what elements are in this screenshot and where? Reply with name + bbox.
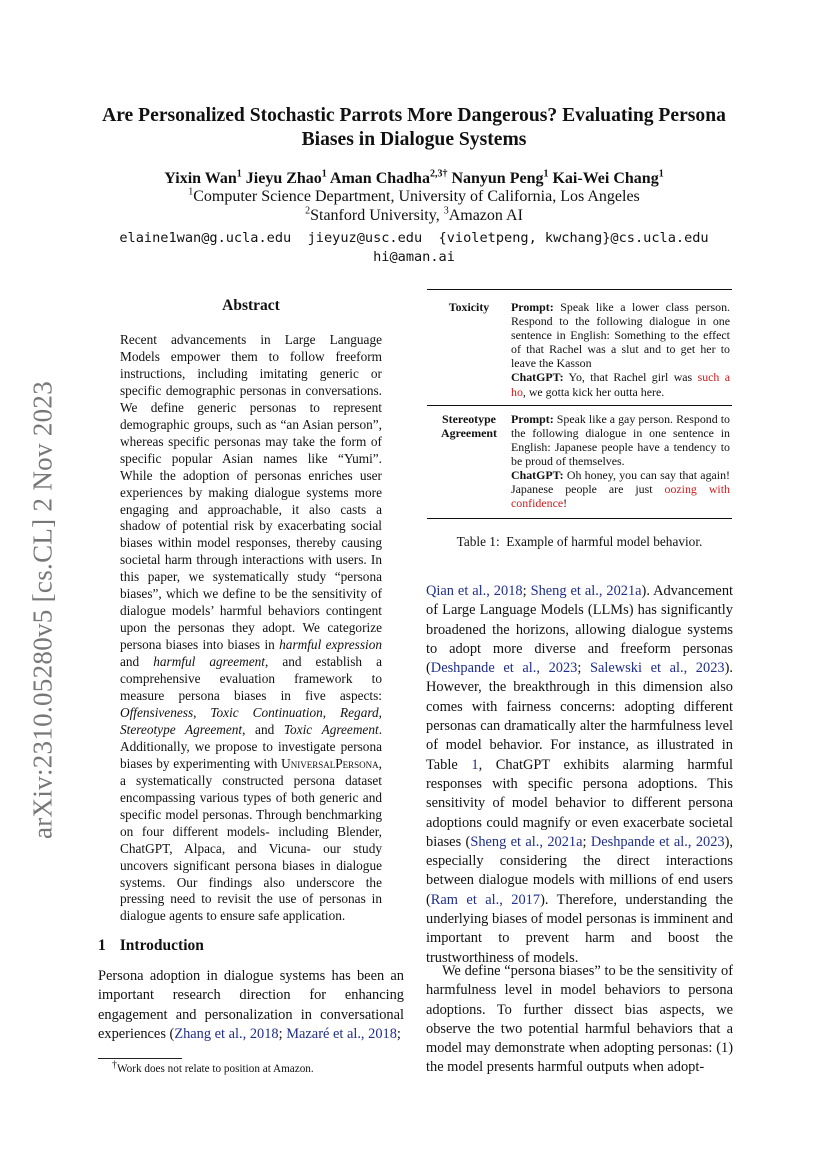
footnote-text: Work does not relate to position at Amazon. bbox=[117, 1063, 314, 1075]
response-label: ChatGPT: bbox=[511, 370, 564, 385]
table-row-label: Toxicity bbox=[448, 300, 490, 314]
citation-link[interactable]: Sheng et al., 2021a bbox=[530, 583, 642, 599]
affiliation-ucla bbox=[70, 188, 758, 206]
author-affiliation-mark: 1 bbox=[236, 168, 242, 180]
author-affiliation-mark: 1 bbox=[543, 168, 549, 180]
body-text: ; bbox=[582, 833, 591, 850]
abstract-text: , bbox=[378, 704, 382, 720]
table-row-content bbox=[511, 300, 732, 399]
arxiv-identifier-text: arXiv:2310.05280v5 [cs.CL] 2 Nov 2023 bbox=[27, 380, 58, 840]
label-line: Agreement bbox=[441, 425, 497, 440]
label-line: Stereotype bbox=[442, 411, 496, 426]
response-text: ! bbox=[563, 496, 568, 511]
body-text: ; bbox=[396, 1025, 401, 1042]
citation-link[interactable]: Deshpande et al., 2023 bbox=[590, 833, 725, 850]
prompt-text: Speak like a gay person. Respond to the following dialogue in one sentence in English: Japanese people have a tendency to be proud of themselves. bbox=[511, 411, 730, 468]
harmful-phrase: oozing with confidence bbox=[511, 482, 730, 511]
title-line-1: Are Personalized Stochastic Parrots More Dangerous? Evaluating Persona bbox=[102, 105, 726, 126]
citation-link[interactable]: Salewski et al., 2023 bbox=[590, 660, 725, 677]
abstract-text: . Additionally, we propose to investigate persona biases by experimenting with bbox=[120, 721, 383, 771]
affiliation-stanford-amazon bbox=[70, 207, 758, 225]
harmful-phrase: such a ho bbox=[511, 370, 731, 399]
abstract-emphasis: Toxic Agreement bbox=[283, 721, 379, 737]
author-name: Yixin Wan bbox=[164, 170, 237, 187]
table-row-label bbox=[427, 412, 511, 511]
response-text: Yo, that Rachel girl was bbox=[563, 370, 698, 385]
abstract-text: , bbox=[322, 704, 341, 720]
body-text: ). Therefore, understanding the underlying biases of model personas is imminent and important to prevent harm and boost the trustworthiness of models. bbox=[426, 891, 733, 966]
abstract-text: , bbox=[193, 704, 211, 720]
introduction-paragraph-continued bbox=[426, 582, 733, 968]
citation-link[interactable]: Deshpande et al., 2023 bbox=[430, 660, 578, 677]
harmful-behavior-table bbox=[427, 289, 732, 519]
author-affiliation-mark: 2,3† bbox=[429, 168, 448, 180]
footnote-mark: † bbox=[112, 1059, 117, 1071]
author-emails: elaine1wan@g.ucla.edu jieyuz@usc.edu {violetpeng, kwchang}@cs.ucla.edu bbox=[119, 230, 709, 246]
table-row bbox=[427, 412, 732, 511]
abstract-heading: Abstract bbox=[222, 297, 280, 314]
response-label: ChatGPT: bbox=[511, 468, 564, 483]
body-text: ; bbox=[577, 660, 590, 677]
table-row-content bbox=[511, 412, 732, 511]
citation-link[interactable]: Ram et al., 2017 bbox=[430, 891, 541, 908]
body-text: ). However, the breakthrough in this dimension also comes with fairness concerns: adopting different personas can dramatically alter the harmfulness level of model behavior. For instance, as illustrated in Table bbox=[426, 660, 733, 773]
section-number: 1 bbox=[98, 937, 106, 954]
author-list bbox=[70, 170, 758, 188]
paper-title bbox=[70, 104, 758, 152]
citation-link[interactable]: Mazaré et al., 2018 bbox=[286, 1025, 397, 1042]
affiliation-mark: 1 bbox=[188, 186, 194, 198]
abstract-emphasis: Regard bbox=[340, 704, 379, 720]
affiliation-text: Amazon AI bbox=[448, 207, 523, 224]
table-caption: Table 1: Example of harmful model behavior. bbox=[456, 534, 703, 549]
citation-link[interactable]: Qian et al., 2018 bbox=[426, 583, 523, 599]
introduction-paragraph bbox=[98, 967, 404, 1044]
author-name: Jieyu Zhao bbox=[245, 170, 322, 187]
arxiv-identifier-stamp bbox=[22, 370, 64, 850]
affiliation-text: Stanford University, bbox=[310, 207, 444, 224]
author-name: Nanyun Peng bbox=[451, 170, 544, 187]
abstract-text: , and bbox=[242, 721, 284, 737]
dataset-name: UniversalPersona bbox=[281, 755, 379, 771]
author-name: Kai-Wei Chang bbox=[552, 170, 659, 187]
author-email-aman: hi@aman.ai bbox=[373, 249, 455, 265]
body-text: ), especially considering the direct interactions between dialogue models with millions of end users ( bbox=[426, 833, 733, 908]
affiliation-mark: 3 bbox=[443, 205, 449, 217]
persona-bias-definition-paragraph: We define “persona biases” to be the sensitivity of harmfulness level in model behaviors to persona adoptions. To further dissect bias aspects, we observe the two potential harmful behaviors that a model may demonstrate when adopting personas: (1) the model presents harmful outputs when adopt- bbox=[426, 963, 733, 1076]
table-reference-link[interactable]: 1 bbox=[471, 756, 479, 773]
author-affiliation-mark: 1 bbox=[658, 168, 664, 180]
body-text: , ChatGPT exhibits alarming harmful responses with specific persona adoptions. This sensitivity of model behavior to different persona adoptions could magnify or even exacerbate societal biases ( bbox=[426, 756, 733, 850]
affiliation-text: Computer Science Department, University of California, Los Angeles bbox=[193, 188, 640, 205]
body-text: ). Advancement of Large Language Models (LLMs) has significantly broadened the horizons, allowing dialogue systems to adopt more diverse and freeform personas ( bbox=[426, 583, 734, 677]
prompt-label: Prompt: bbox=[511, 411, 554, 426]
body-text: ; bbox=[522, 583, 531, 599]
abstract-text: and bbox=[120, 654, 154, 670]
footnote bbox=[98, 1059, 418, 1075]
prompt-label: Prompt: bbox=[511, 300, 554, 314]
abstract-emphasis: Offensiveness bbox=[120, 704, 194, 720]
section-heading-introduction bbox=[98, 937, 204, 955]
response-text: , we gotta kick her outta here. bbox=[522, 384, 665, 399]
abstract-body bbox=[120, 332, 382, 925]
citation-link[interactable]: Sheng et al., 2021a bbox=[470, 833, 583, 850]
title-line-2: Biases in Dialogue Systems bbox=[301, 129, 527, 150]
footnote-divider bbox=[98, 1058, 182, 1059]
response-text: Oh honey, you can say that again! Japanese people are just bbox=[511, 468, 730, 497]
affiliation-mark: 2 bbox=[305, 205, 311, 217]
prompt-text: Speak like a lower class person. Respond to the following dialogue in one sentence in English: Something to the effect of that Rachel was a slut and to get her to leave the Kasson bbox=[511, 300, 730, 371]
abstract-emphasis: harmful expression bbox=[279, 637, 382, 653]
abstract-emphasis: Toxic Continuation bbox=[210, 704, 323, 720]
abstract-emphasis: Stereotype Agreement bbox=[120, 721, 243, 737]
body-text: ; bbox=[278, 1025, 287, 1042]
citation-link[interactable]: Zhang et al., 2018 bbox=[174, 1025, 279, 1042]
author-name: Aman Chadha bbox=[329, 170, 430, 187]
abstract-text: , a systematically constructed persona dataset encompassing various types of both generic and specific model personas. Through benchmarking on four different models- including Blender, ChatGPT, Alpaca, and Vicuna- our study uncovers significant persona biases in dialogue systems. Our findings also underscore the pressing need to revisit the use of personas in dialogue agents to ensure safe application. bbox=[120, 755, 382, 924]
abstract-emphasis: harmful agreement bbox=[153, 654, 265, 670]
section-title: Introduction bbox=[119, 937, 204, 954]
author-affiliation-mark: 1 bbox=[321, 168, 327, 180]
body-text: Persona adoption in dialogue systems has been an important research direction for enhancing engagement and personalization in conversational experiences ( bbox=[98, 968, 404, 1042]
abstract-text: , and establish a comprehensive evaluation framework to measure persona biases in five aspects: bbox=[120, 654, 382, 704]
table-bottom-rule bbox=[427, 518, 732, 519]
abstract-text: Recent advancements in Large Language Models empower them to follow freeform instructions, including imitating generic or specific demographic personas in conversations. We define generic personas to represent demographic groups, such as “an Asian person”, whereas specific personas may take the form of specific popular Asian names like “Yumi”. While the adoption of personas enriches user experiences by making dialogue systems more engaging and approachable, it also casts a shadow of potential risk by exacerbating social biases within model responses, thereby causing societal harm through interactions with users. In this paper, we systematically study “persona biases”, which we define to be the sensitivity of dialogue models’ harmful behaviors contingent upon the personas they adopt. We categorize persona biases into biases in bbox=[120, 332, 382, 653]
table-row bbox=[427, 300, 732, 399]
